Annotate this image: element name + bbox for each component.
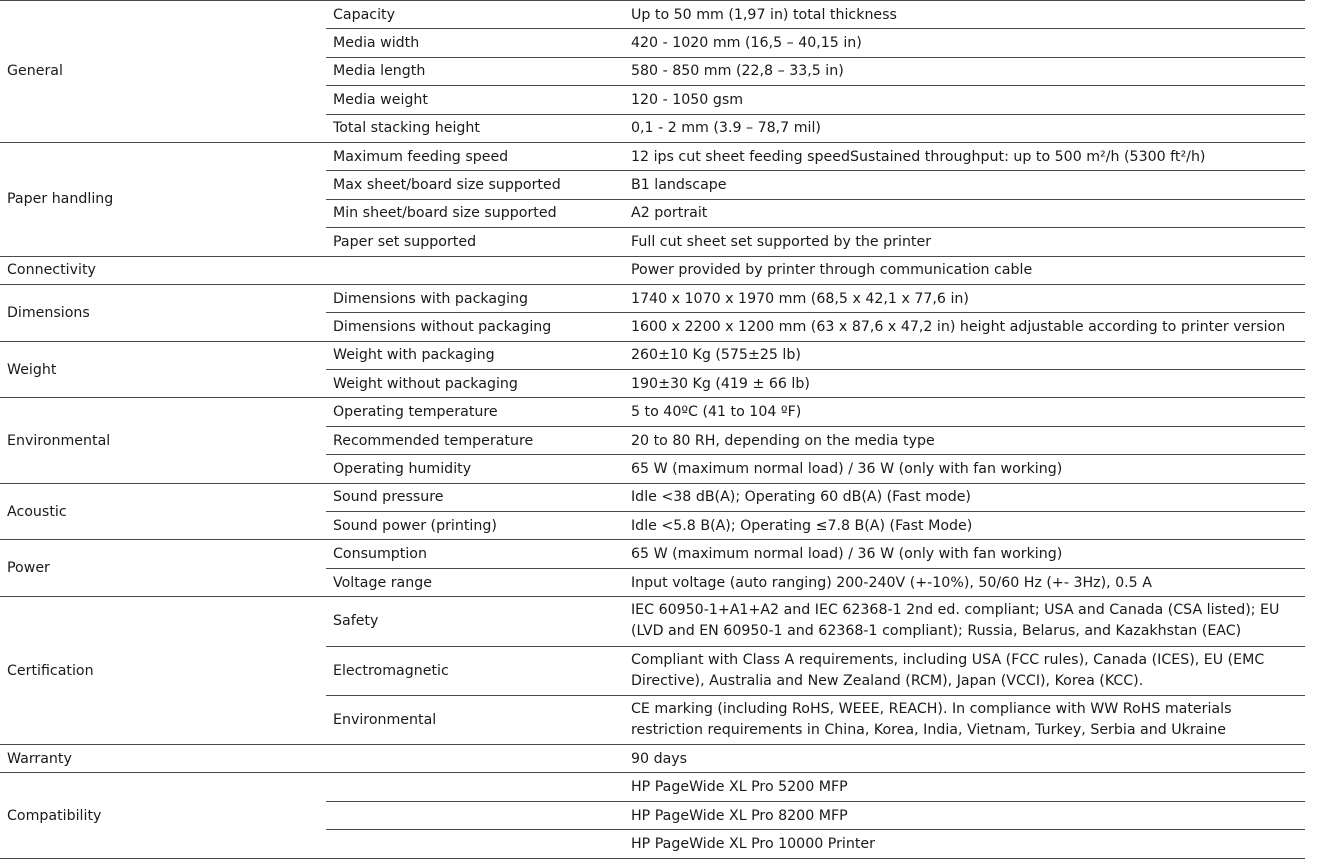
spec-value: Compliant with Class A requirements, including USA (FCC rules), Canada (ICES), EU (EMC Directive), Australia and New Zealand (RCM), Japan (VCCI), Korea (KCC). <box>623 646 1305 695</box>
category-acoustic: Acoustic <box>0 483 326 540</box>
table-row <box>0 483 1305 511</box>
spec-value: Full cut sheet set supported by the printer <box>623 228 1305 256</box>
spec-value: Idle <5.8 B(A); Operating ≤7.8 B(A) (Fast Mode) <box>623 512 1305 540</box>
category-warranty: Warranty <box>0 745 326 773</box>
spec-label: Sound power (printing) <box>326 512 623 540</box>
spec-label <box>326 830 623 858</box>
category-general: General <box>0 1 326 143</box>
spec-value: 120 - 1050 gsm <box>623 86 1305 114</box>
category-weight: Weight <box>0 341 326 398</box>
spec-value: 260±10 Kg (575±25 lb) <box>623 341 1305 369</box>
spec-label: Recommended temperature <box>326 426 623 454</box>
category-environmental: Environmental <box>0 398 326 483</box>
spec-label: Paper set supported <box>326 228 623 256</box>
spec-value: HP PageWide XL Pro 8200 MFP <box>623 801 1305 829</box>
spec-label: Operating humidity <box>326 455 623 483</box>
spec-value: CE marking (including RoHS, WEEE, REACH). In compliance with WW RoHS materials restriction requirements in China, Korea, India, Vietnam, Turkey, Serbia and Ukraine <box>623 695 1305 744</box>
spec-value: 1740 x 1070 x 1970 mm (68,5 x 42,1 x 77,6 in) <box>623 284 1305 312</box>
category-power: Power <box>0 540 326 597</box>
spec-value: 5 to 40ºC (41 to 104 ºF) <box>623 398 1305 426</box>
spec-label: Consumption <box>326 540 623 568</box>
spec-value: 420 - 1020 mm (16,5 – 40,15 in) <box>623 29 1305 57</box>
spec-label: Sound pressure <box>326 483 623 511</box>
table-row <box>0 597 1305 646</box>
spec-label: Media width <box>326 29 623 57</box>
spec-value: 65 W (maximum normal load) / 36 W (only with fan working) <box>623 455 1305 483</box>
category-connectivity: Connectivity <box>0 256 326 284</box>
spec-value: IEC 60950-1+A1+A2 and IEC 62368-1 2nd ed. compliant; USA and Canada (CSA listed); EU (LVD and EN 60950-1 and 62368-1 compliant); Russia, Belarus, and Kazakhstan (EAC) <box>623 597 1305 646</box>
spec-value: HP PageWide XL Pro 10000 Printer <box>623 830 1305 858</box>
spec-value: HP PageWide XL Pro 5200 MFP <box>623 773 1305 801</box>
category-dimensions: Dimensions <box>0 284 326 341</box>
spec-value: 12 ips cut sheet feeding speedSustained throughput: up to 500 m²/h (5300 ft²/h) <box>623 142 1305 170</box>
spec-label <box>326 801 623 829</box>
spec-label: Max sheet/board size supported <box>326 171 623 199</box>
spec-label <box>326 745 623 773</box>
table-row <box>0 773 1305 801</box>
spec-value: 90 days <box>623 745 1305 773</box>
spec-value: 65 W (maximum normal load) / 36 W (only with fan working) <box>623 540 1305 568</box>
spec-label: Media length <box>326 57 623 85</box>
spec-label: Operating temperature <box>326 398 623 426</box>
spec-label: Weight without packaging <box>326 370 623 398</box>
table-row <box>0 1 1305 29</box>
spec-value: Idle <38 dB(A); Operating 60 dB(A) (Fast mode) <box>623 483 1305 511</box>
category-paper-handling: Paper handling <box>0 142 326 256</box>
spec-label: Dimensions without packaging <box>326 313 623 341</box>
spec-value: 1600 x 2200 x 1200 mm (63 x 87,6 x 47,2 in) height adjustable according to printer version <box>623 313 1305 341</box>
spec-label: Dimensions with packaging <box>326 284 623 312</box>
spec-value: B1 landscape <box>623 171 1305 199</box>
category-certification: Certification <box>0 597 326 745</box>
spec-value: 580 - 850 mm (22,8 – 33,5 in) <box>623 57 1305 85</box>
table-row <box>0 256 1305 284</box>
spec-label: Environmental <box>326 695 623 744</box>
spec-label: Capacity <box>326 1 623 29</box>
spec-label: Total stacking height <box>326 114 623 142</box>
spec-value: A2 portrait <box>623 199 1305 227</box>
table-row <box>0 142 1305 170</box>
spec-value: Up to 50 mm (1,97 in) total thickness <box>623 1 1305 29</box>
table-row <box>0 398 1305 426</box>
spec-label: Min sheet/board size supported <box>326 199 623 227</box>
spec-label: Safety <box>326 597 623 646</box>
spec-value: 0,1 - 2 mm (3.9 – 78,7 mil) <box>623 114 1305 142</box>
table-row <box>0 284 1305 312</box>
spec-value: Power provided by printer through communication cable <box>623 256 1305 284</box>
category-compatibility: Compatibility <box>0 773 326 858</box>
spec-label: Voltage range <box>326 568 623 596</box>
spec-label <box>326 773 623 801</box>
spec-value: 190±30 Kg (419 ± 66 lb) <box>623 370 1305 398</box>
spec-value: 20 to 80 RH, depending on the media type <box>623 426 1305 454</box>
table-row <box>0 540 1305 568</box>
spec-label <box>326 256 623 284</box>
table-row <box>0 745 1305 773</box>
spec-label: Weight with packaging <box>326 341 623 369</box>
spec-label: Electromagnetic <box>326 646 623 695</box>
spec-value: Input voltage (auto ranging) 200-240V (+-10%), 50/60 Hz (+- 3Hz), 0.5 A <box>623 568 1305 596</box>
spec-label: Maximum feeding speed <box>326 142 623 170</box>
table-row <box>0 341 1305 369</box>
spec-label: Media weight <box>326 86 623 114</box>
